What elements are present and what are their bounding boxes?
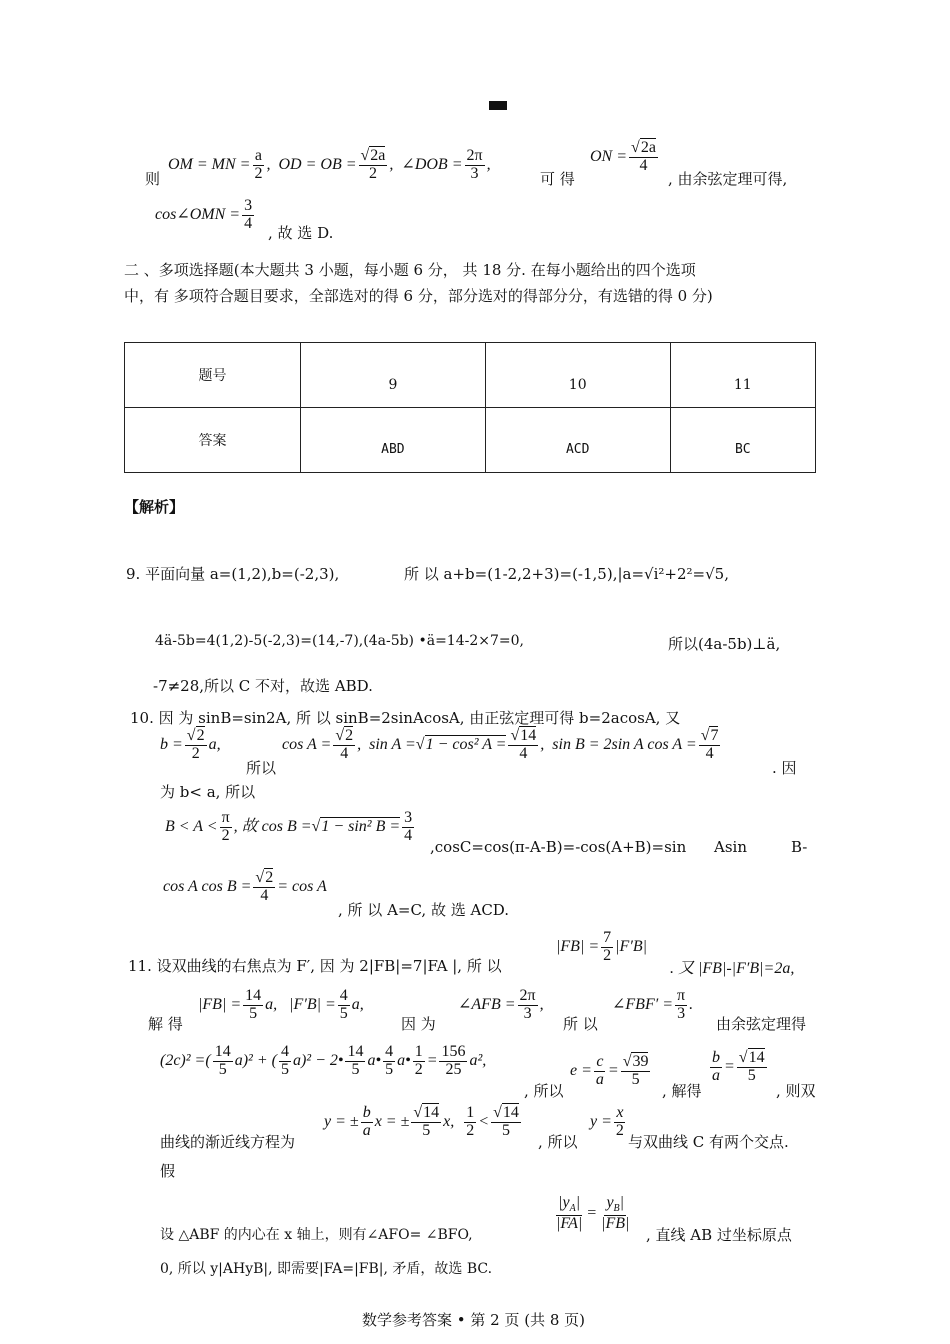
q11-e-eq: e = $\frac{c}{a}$ = $\frac{√39}{5}$ [570,1053,649,1088]
q9-line2-a: 4ä-5b=4(1,2)-5(-2,3)=(14,-7),(4a-5b) •ä=14-2×7=0, [155,633,524,649]
q10-line1: 10. 因 为 sinB=sin2A, 所 以 sinB=2sinAcosA, 由正弦定理可得 b=2acosA, 又 [130,709,681,727]
q11-by-cos: 由余弦定理得 [716,1015,807,1033]
q11-afb: ∠AFB = $\frac{2\pi}{3}$ , [458,987,544,1022]
q10-line2: b = $\frac{√2}{2}$ a, [160,727,221,762]
table-answer-10: ACD [485,408,670,473]
q11-line-end: 0, 所以 y|AHyB|, 即需要|FA=|FB|, 矛盾，故选 BC. [160,1261,493,1277]
q11-suoyi-y: , 所以 [538,1133,578,1151]
table-row1-label: 题号 [125,343,301,408]
p8-on: ON = $\frac{√2a}{4}$ [590,139,656,174]
q10-line2-b: cos A = $\frac{√2}{4}$ , sin A =√1 − cos² A = $\frac{√14}{4}$ , sin B = 2sin A cos A = $\frac{√7}{4}$ [282,727,719,762]
q11-line1-b: |FB| = $\frac{7}{2}$ |F′B| [556,929,647,964]
q11-yin-wei: 因 为 [401,1015,436,1033]
page-footer: 数学参考答案 • 第 2 页 (共 8 页) [362,1311,586,1329]
q10-cosc-c: B- [791,838,808,856]
table-number-10: 10 [485,343,670,408]
q11-ze-shuang: , 则双 [776,1082,816,1100]
table-answer-11: BC [670,408,815,473]
p8-formula-line: OM = MN = $\frac{a}{2}$ , OD = OB = $\frac{√2a}{2}$ , ∠DOB = $\frac{2\pi}{3}$ , [168,147,491,182]
table-number-9: 9 [301,343,486,408]
q11-y-half: y = $\frac{x}{2}$ [590,1104,624,1139]
answer-table [124,342,816,473]
q11-line2-b: |FB| = $\frac{14}{5}$ a, |F′B| = $\frac{4}{5}$ a, [198,987,364,1022]
q10-line3: 为 b< a, 所以 [160,783,256,801]
p8-choose: , 故 选 D. [268,224,334,242]
q11-suoyi-e: , 所以 [524,1082,564,1100]
p8-by-cosine: , 由余弦定理可得, [668,170,788,188]
p8-cos-omn: cos∠OMN = $\frac{3}{4}$ [155,197,253,232]
q11-ba-eq: $\frac{b}{a}$ = $\frac{√14}{5}$ [712,1049,765,1084]
q10-cosc-a: ,cosC=cos(π-A-B)=-cos(A+B)=sin [430,838,687,856]
p8-ke-de: 可 得 [540,170,575,188]
section2-heading-line2: 中，有 多项符合题目要求，全部选对的得 6 分，部分选对的得部分分，有选错的得 0 分) [124,287,713,305]
q11-fbf: ∠FBF′ = $\frac{\pi}{3}$ . [612,987,694,1022]
q10-suoyi: 所以 [246,759,277,777]
p8-prefix: 则 [145,170,161,188]
q11-cosine-eq: (2c)² =( $\frac{14}{5}$ a)² + ( $\frac{4}{5}$ a)² − 2• $\frac{14}{5}$ a• $\frac{4}{5}$ a• $\frac{1}{2}$ = $\frac{156}{25}$ a², [160,1043,487,1078]
table-row2-label: 答案 [125,408,301,473]
q9-line3: -7≠28,所以 C 不对，故选 ABD. [153,677,373,695]
q11-suo-yi: 所 以 [563,1015,598,1033]
q11-last-b: , 直线 AB 过坐标原点 [646,1226,792,1244]
q9-line2-b: 所以(4a-5b)⊥ä, [668,635,781,653]
q11-jia: 假 [160,1162,176,1180]
analysis-title: 【解析】 [124,498,185,516]
section2-heading-line1: 二 、多项选择题(本大题共 3 小题，每小题 6 分， 共 18 分. 在每小题给出的四个选项 [124,261,696,279]
q11-jie-de: 解 得 [148,1015,183,1033]
q11-asym: 曲线的渐近线方程为 [160,1133,296,1151]
q9-line1-b: 所 以 a+b=(1-2,2+3)=(-1,5),|a=√i²+2²=√5, [404,565,729,583]
table-answer-9: ABD [301,408,486,473]
q11-last-a: 设 △ABF 的内心在 x 轴上，则有∠AFO= ∠BFO, [160,1227,473,1243]
q10-yin: . 因 [772,759,797,777]
q10-end: , 所 以 A=C, 故 选 ACD. [338,901,510,919]
q10-cosc-b: Asin [714,838,747,856]
q10-line5: cos A cos B = $\frac{√2}{4}$ = cos A [163,869,327,904]
q11-line1-c: . 又 |FB|-|F′B|=2a, [670,960,795,977]
q11-two-int: 与双曲线 C 有两个交点. [628,1133,789,1151]
q11-asym-eq: y = ± $\frac{b}{a}$ x = ± $\frac{√14}{5}$ x, $\frac{1}{2}$ < $\frac{√14}{5}$ [324,1104,519,1139]
table-number-11: 11 [670,343,815,408]
q11-line1-a: 11. 设双曲线的右焦点为 F′, 因 为 2|FB|=7|FA |, 所 以 [128,957,502,975]
q9-line1-a: 9. 平面向量 a=(1,2),b=(-2,3), [126,565,340,583]
q11-jiede: , 解得 [662,1082,702,1100]
page-marker-icon [489,101,507,110]
q10-line4: B < A < $\frac{\pi}{2}$ , 故 cos B =√1 − sin² B = $\frac{3}{4}$ [165,809,413,844]
q11-ratio: $\frac{|y_A|}{|FA|}$ = $\frac{y_B|}{|FB|}$ [556,1194,630,1232]
